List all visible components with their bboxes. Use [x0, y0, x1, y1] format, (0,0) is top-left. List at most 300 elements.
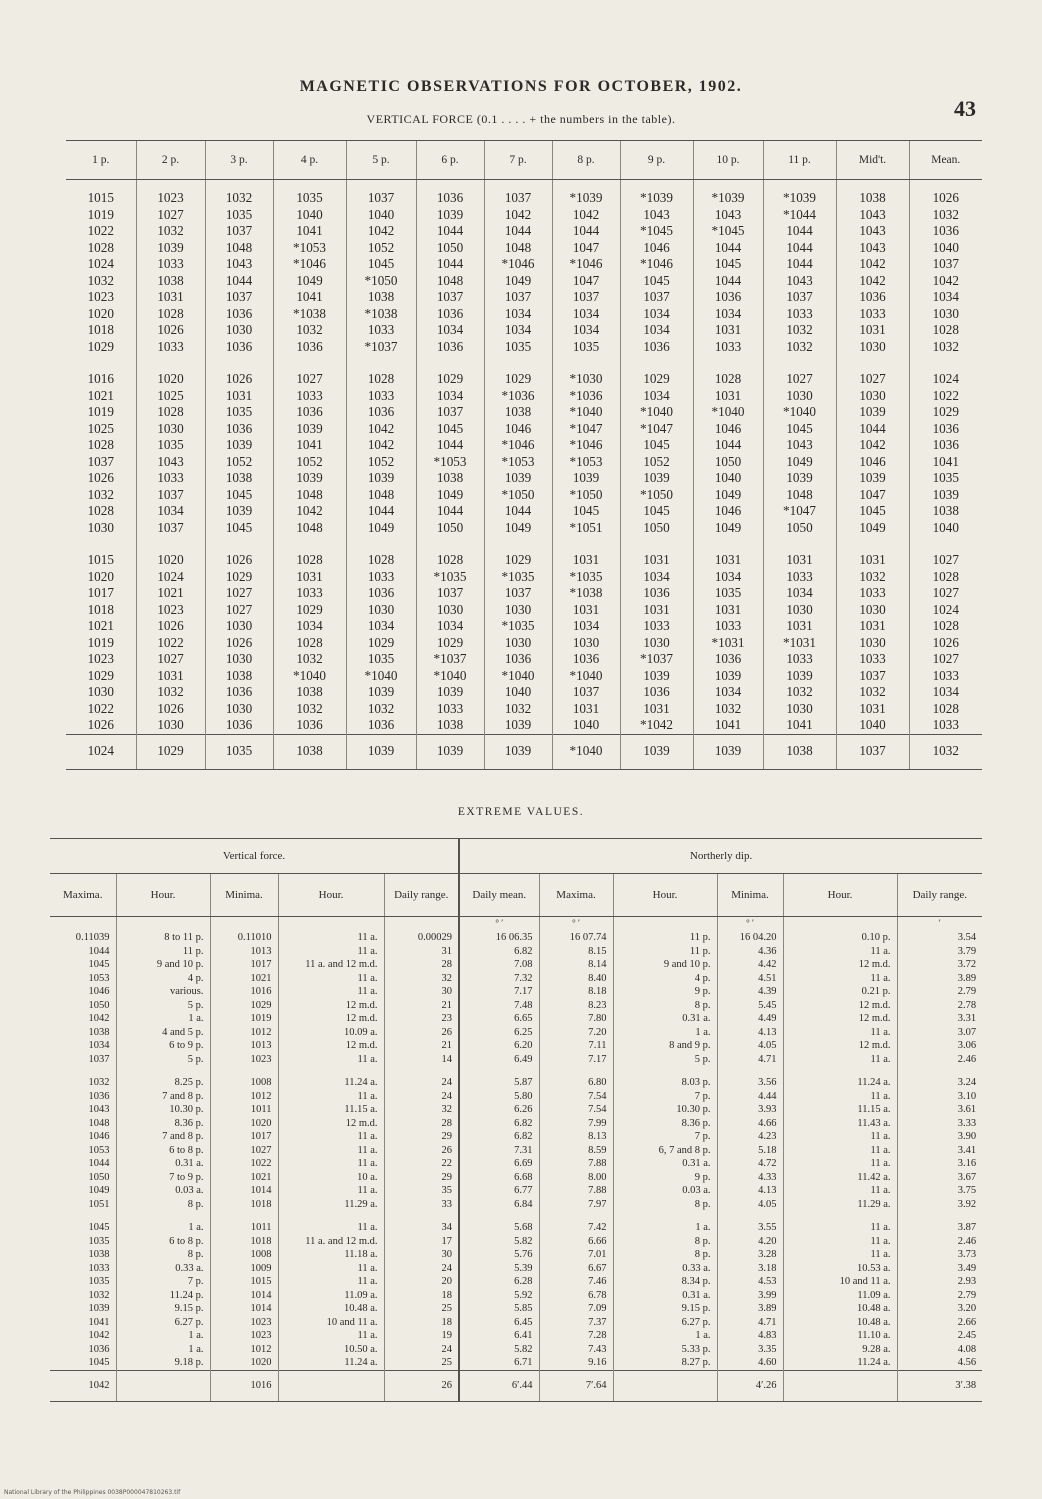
table-cell: 1039	[346, 684, 416, 701]
table-cell: 1041	[909, 454, 982, 471]
table-cell: 1035	[205, 207, 273, 224]
table-cell: 1047	[836, 487, 909, 504]
table-cell: 1050	[620, 520, 693, 537]
table-cell: 7.48	[459, 999, 539, 1013]
table-cell: 1035	[552, 339, 620, 356]
spacer-cell	[459, 1066, 539, 1076]
table-cell: 5 p.	[116, 1053, 210, 1067]
table-cell: 28	[384, 1117, 459, 1131]
table-cell: 1 a.	[116, 1343, 210, 1357]
table-cell: 6.67	[539, 1262, 613, 1276]
table-cell: 1030	[136, 717, 205, 734]
table-row	[50, 931, 982, 945]
table-cell: *1035	[484, 618, 552, 635]
table-cell: 11 a.	[783, 972, 897, 986]
table-cell: *1053	[273, 240, 346, 257]
column-header: Daily range.	[897, 874, 982, 917]
table-cell: 1045	[620, 503, 693, 520]
table-cell: 3.49	[897, 1262, 982, 1276]
table-cell: 11 a.	[278, 1090, 384, 1104]
table-cell: 1030	[346, 602, 416, 619]
unit-cell	[783, 917, 897, 932]
table-cell: 10.30 p.	[613, 1103, 717, 1117]
table-cell: 5.18	[717, 1144, 783, 1158]
summary-cell	[613, 1370, 717, 1401]
column-header: 4 p.	[273, 141, 346, 180]
table-cell: 12 m.d.	[278, 999, 384, 1013]
table-cell: 1037	[346, 190, 416, 207]
table-cell: 1045	[763, 421, 836, 438]
table-cell: 11 a.	[278, 1144, 384, 1158]
table-cell: 11 a.	[278, 972, 384, 986]
table-cell: 2.66	[897, 1316, 982, 1330]
spacer-cell	[66, 536, 136, 552]
table-cell: 1035	[484, 339, 552, 356]
table-cell: 1031	[693, 388, 763, 405]
table-cell: 11.18 a.	[278, 1248, 384, 1262]
table-cell: 1044	[484, 223, 552, 240]
table-cell: 1029	[620, 371, 693, 388]
table-cell: 1045	[346, 256, 416, 273]
table-cell: 1028	[87, 239, 114, 255]
mean-cell: 1029	[136, 734, 205, 769]
table-row	[66, 190, 982, 207]
table-cell: 1037	[136, 520, 205, 537]
table-cell: 11.24 a.	[783, 1076, 897, 1090]
spacer-cell	[763, 355, 836, 371]
table-cell: 8 p.	[613, 1235, 717, 1249]
table-cell: 1036	[416, 306, 484, 323]
table-cell: 1039	[836, 470, 909, 487]
table-cell: 3.10	[897, 1090, 982, 1104]
unit-cell: ° ′	[539, 917, 613, 932]
table-cell: 1028	[346, 552, 416, 569]
table-cell: 1024	[909, 602, 982, 619]
spacer-cell	[552, 536, 620, 552]
table-cell: 8.00	[539, 1171, 613, 1185]
table-cell: 6 to 8 p.	[116, 1235, 210, 1249]
table-cell: 1032	[205, 190, 273, 207]
table-cell: 6.68	[459, 1171, 539, 1185]
spacer-cell	[50, 1066, 116, 1076]
table-cell: 1039	[552, 470, 620, 487]
column-header: 2 p.	[136, 141, 205, 180]
table-cell: 6.20	[459, 1039, 539, 1053]
table-cell: 1023	[87, 289, 114, 304]
column-header: 7 p.	[484, 141, 552, 180]
table-cell: 1045	[88, 959, 110, 970]
table-cell: 1037	[620, 289, 693, 306]
table-cell: 20	[384, 1275, 459, 1289]
table-cell: 1031	[763, 552, 836, 569]
table-row	[66, 421, 982, 438]
table-cell: 1050	[416, 240, 484, 257]
table-cell: 1038	[88, 1026, 110, 1038]
table-cell: 1020	[87, 305, 114, 321]
table-cell: 11 a.	[278, 1275, 384, 1289]
table-cell: 1030	[763, 388, 836, 405]
table-cell: 1034	[346, 618, 416, 635]
table-cell: 1032	[87, 486, 114, 502]
table-cell: 1045	[88, 1222, 110, 1233]
table-cell: 4.36	[717, 945, 783, 959]
spacer-cell	[136, 536, 205, 552]
table-cell: 1031	[136, 668, 205, 685]
table-cell: 1031	[836, 618, 909, 635]
table-cell: 1030	[836, 339, 909, 356]
table-cell: 1045	[693, 256, 763, 273]
table-cell: 1021	[210, 972, 278, 986]
table-cell: 0.00029	[384, 931, 459, 945]
table-cell: 2.45	[897, 1329, 982, 1343]
table-cell: 1013	[210, 945, 278, 959]
table-cell: 3.56	[717, 1076, 783, 1090]
column-header: Hour.	[278, 874, 384, 917]
table-cell: 1039	[484, 717, 552, 734]
table-cell: 1030	[87, 519, 114, 535]
table-cell: 1049	[484, 520, 552, 537]
table-cell: 1026	[136, 322, 205, 339]
unit-cell: ′	[897, 917, 982, 932]
table-cell: 1033	[763, 651, 836, 668]
table-cell: 1026	[205, 371, 273, 388]
table-cell: 1045	[620, 273, 693, 290]
table-cell: 11.15 a.	[783, 1103, 897, 1117]
northerly-dip-header: Northerly dip.	[459, 839, 982, 874]
table-cell: 6 to 9 p.	[116, 1039, 210, 1053]
spacer-cell	[620, 180, 693, 191]
table-cell: 1043	[763, 437, 836, 454]
summary-cell: 1042	[50, 1370, 116, 1401]
table-cell: *1050	[484, 487, 552, 504]
table-cell: 1030	[484, 635, 552, 652]
table-cell: 4.44	[717, 1090, 783, 1104]
table-cell: 1030	[836, 388, 909, 405]
table-cell: 1036	[205, 306, 273, 323]
table-cell: 1030	[205, 701, 273, 718]
table-cell: 1039	[484, 470, 552, 487]
table-cell: 1034	[620, 322, 693, 339]
spacer-cell	[116, 1211, 210, 1221]
table-cell: 1033	[693, 618, 763, 635]
table-cell: 23	[384, 1012, 459, 1026]
table-cell: 12 m.d.	[783, 958, 897, 972]
table-cell: 1031	[620, 701, 693, 718]
table-cell: 1033	[763, 306, 836, 323]
table-cell: 1043	[693, 207, 763, 224]
table-cell: *1051	[552, 520, 620, 537]
table-cell: 1034	[416, 322, 484, 339]
spacer-cell	[836, 180, 909, 191]
table-cell: 6.66	[539, 1235, 613, 1249]
table-row	[66, 289, 982, 306]
spacer-cell	[459, 1211, 539, 1221]
table-cell: 1032	[88, 1289, 110, 1301]
table-cell: 10.30 p.	[116, 1103, 210, 1117]
table-cell: *1050	[620, 487, 693, 504]
table-cell: 1034	[620, 306, 693, 323]
table-cell: 1025	[87, 420, 114, 436]
table-cell: 0.33 a.	[116, 1262, 210, 1276]
table-cell: 1036	[205, 717, 273, 734]
table-cell: 1051	[88, 1198, 110, 1210]
spacer-cell	[484, 355, 552, 371]
table-cell: 1049	[273, 273, 346, 290]
table-cell: 9.18 p.	[116, 1356, 210, 1370]
table-row	[50, 1275, 982, 1289]
table-cell: 1027	[205, 585, 273, 602]
table-cell: 1052	[273, 454, 346, 471]
spacer-cell	[346, 180, 416, 191]
unit-cell	[116, 917, 210, 932]
table-cell: 1045	[836, 503, 909, 520]
table-cell: 1038	[484, 404, 552, 421]
mean-cell: 1037	[836, 734, 909, 769]
table-cell: 0.11039	[75, 932, 110, 943]
table-cell: 1033	[416, 701, 484, 718]
table-cell: 7.99	[539, 1117, 613, 1131]
table-subtitle: VERTICAL FORCE (0.1 . . . . + the numbers in the table).	[366, 112, 676, 126]
unit-cell	[50, 917, 116, 932]
table-cell: 1023	[136, 190, 205, 207]
table-cell: 1047	[552, 273, 620, 290]
table-cell: 1029	[416, 371, 484, 388]
spacer-cell	[416, 180, 484, 191]
table-cell: 1043	[136, 454, 205, 471]
mean-cell: 1038	[273, 734, 346, 769]
table-cell: 1037	[416, 404, 484, 421]
table-cell: 1032	[88, 1077, 110, 1088]
table-cell: 1011	[210, 1103, 278, 1117]
table-cell: 1043	[620, 207, 693, 224]
table-cell: 1036	[205, 684, 273, 701]
table-cell: 3.55	[717, 1221, 783, 1235]
table-cell: 1020	[136, 552, 205, 569]
table-cell: 2.79	[897, 1289, 982, 1303]
table-cell: *1039	[620, 190, 693, 207]
table-cell: *1040	[484, 668, 552, 685]
table-cell: 1027	[205, 602, 273, 619]
table-row	[66, 487, 982, 504]
table-row	[50, 1262, 982, 1276]
table-cell: 11.09 a.	[783, 1289, 897, 1303]
spacer-cell	[909, 180, 982, 191]
table-cell: 4 and 5 p.	[116, 1026, 210, 1040]
table-cell: 6.77	[459, 1184, 539, 1198]
table-cell: 1050	[88, 999, 110, 1011]
table-cell: 1017	[210, 958, 278, 972]
table-cell: 3.35	[717, 1343, 783, 1357]
summary-cell	[278, 1370, 384, 1401]
table-cell: 1034	[484, 322, 552, 339]
table-cell: 1052	[346, 454, 416, 471]
table-cell: 1027	[836, 371, 909, 388]
table-cell: 1039	[620, 470, 693, 487]
table-cell: 1038	[909, 503, 982, 520]
table-cell: 4.56	[897, 1356, 982, 1370]
table-cell: 10 and 11 a.	[278, 1316, 384, 1330]
table-cell: 1050	[88, 1171, 110, 1183]
page-number: 43	[954, 96, 976, 121]
table-cell: 9 and 10 p.	[116, 958, 210, 972]
table-row	[66, 520, 982, 537]
table-cell: 5.82	[459, 1343, 539, 1357]
table-cell: 6.25	[459, 1026, 539, 1040]
table-cell: 1050	[416, 520, 484, 537]
table-cell: 1049	[416, 487, 484, 504]
table-cell: *1053	[484, 454, 552, 471]
table-cell: 1018	[87, 601, 114, 617]
table-cell: 1034	[273, 618, 346, 635]
table-cell: 1026	[136, 701, 205, 718]
table-cell: 1029	[210, 999, 278, 1013]
table-cell: 1049	[693, 487, 763, 504]
table-row	[66, 602, 982, 619]
table-row	[66, 668, 982, 685]
table-cell: 1034	[416, 388, 484, 405]
table-cell: 1037	[205, 223, 273, 240]
table-cell: 5.76	[459, 1248, 539, 1262]
table-cell: 8.36 p.	[613, 1117, 717, 1131]
table-cell: 1033	[693, 339, 763, 356]
table-cell: 11 a. and 12 m.d.	[278, 1235, 384, 1249]
table-cell: 1025	[136, 388, 205, 405]
table-cell: 1037	[416, 585, 484, 602]
table-cell: 1033	[346, 569, 416, 586]
table-cell: 1031	[205, 388, 273, 405]
column-header: Daily range.	[384, 874, 459, 917]
spacer-cell	[763, 180, 836, 191]
table-cell: 1018	[87, 322, 114, 337]
column-header: Maxima.	[50, 874, 116, 917]
table-cell: 3.54	[897, 931, 982, 945]
table-cell: 1008	[210, 1248, 278, 1262]
spacer-cell	[273, 536, 346, 552]
table-cell: 1029	[87, 667, 114, 683]
table-cell: 11 a.	[278, 931, 384, 945]
column-header: Mid't.	[836, 141, 909, 180]
table-cell: 1033	[763, 569, 836, 586]
table-row	[66, 306, 982, 323]
table-cell: 4 p.	[613, 972, 717, 986]
table-cell: 1015	[87, 552, 114, 567]
table-cell: 1020	[210, 1356, 278, 1370]
table-cell: 14	[384, 1053, 459, 1067]
table-cell: 1045	[205, 487, 273, 504]
table-cell: 1024	[136, 569, 205, 586]
table-cell: 1044	[763, 223, 836, 240]
table-cell: 1026	[87, 470, 114, 485]
table-row	[50, 1248, 982, 1262]
table-cell: 1028	[909, 322, 982, 339]
table-cell: 12 m.d.	[278, 1117, 384, 1131]
table-cell: 0.03 a.	[613, 1184, 717, 1198]
table-cell: 1032	[763, 339, 836, 356]
table-cell: 19	[384, 1329, 459, 1343]
table-cell: 1036	[416, 190, 484, 207]
table-cell: 1035	[693, 585, 763, 602]
table-row	[66, 552, 982, 569]
table-cell: 1027	[136, 651, 205, 668]
table-cell: 1027	[273, 371, 346, 388]
table-cell: 26	[384, 1144, 459, 1158]
table-cell: 3.33	[897, 1117, 982, 1131]
table-cell: 1039	[273, 470, 346, 487]
table-cell: 1033	[909, 668, 982, 685]
table-cell: 1011	[210, 1221, 278, 1235]
table-cell: 22	[384, 1157, 459, 1171]
mean-cell: 1032	[909, 734, 982, 769]
monthly-mean-row	[66, 734, 982, 769]
table-cell: 1026	[136, 618, 205, 635]
table-cell: *1040	[763, 404, 836, 421]
spacer-cell	[346, 355, 416, 371]
spacer-cell	[273, 355, 346, 371]
table-cell: 18	[384, 1316, 459, 1330]
table-cell: 0.10 p.	[783, 931, 897, 945]
spacer-cell	[620, 355, 693, 371]
table-cell: 1038	[416, 470, 484, 487]
table-cell: 1043	[836, 240, 909, 257]
table-cell: 3.67	[897, 1171, 982, 1185]
table-cell: 1033	[836, 585, 909, 602]
table-cell: 1033	[346, 388, 416, 405]
table-cell: 1053	[88, 972, 110, 984]
table-cell: 1034	[136, 503, 205, 520]
table-cell: 7 and 8 p.	[116, 1130, 210, 1144]
table-cell: *1036	[552, 388, 620, 405]
table-cell: 1044	[693, 273, 763, 290]
table-cell: 1024	[87, 256, 114, 271]
table-cell: 8.03 p.	[613, 1076, 717, 1090]
table-cell: *1050	[346, 273, 416, 290]
table-cell: 1034	[552, 306, 620, 323]
table-cell: 1037	[205, 289, 273, 306]
mean-cell: 1039	[416, 734, 484, 769]
table-cell: 8.13	[539, 1130, 613, 1144]
table-cell: 1023	[210, 1053, 278, 1067]
table-cell: 10.48 a.	[278, 1302, 384, 1316]
table-cell: 4.33	[717, 1171, 783, 1185]
table-cell: 1039	[346, 470, 416, 487]
table-cell: 1018	[210, 1198, 278, 1212]
table-cell: 11.29 a.	[278, 1198, 384, 1212]
table-cell: 11 p.	[613, 931, 717, 945]
table-cell: 1012	[210, 1090, 278, 1104]
table-cell: *1046	[552, 256, 620, 273]
table-cell: 1045	[205, 520, 273, 537]
table-cell: 8.15	[539, 945, 613, 959]
unit-cell	[278, 917, 384, 932]
table-cell: *1045	[693, 223, 763, 240]
table-cell: *1038	[346, 306, 416, 323]
table-cell: 1022	[87, 700, 114, 716]
spacer-cell	[66, 180, 136, 191]
extreme-values-table	[50, 838, 982, 1402]
table-cell: 3.75	[897, 1184, 982, 1198]
table-cell: 6.28	[459, 1275, 539, 1289]
table-row	[50, 945, 982, 959]
table-cell: *1039	[763, 190, 836, 207]
spacer-cell	[909, 355, 982, 371]
table-cell: 11.43 a.	[783, 1117, 897, 1131]
table-cell: 1018	[210, 1235, 278, 1249]
table-cell: *1037	[620, 651, 693, 668]
table-cell: *1047	[763, 503, 836, 520]
table-cell: 1037	[552, 289, 620, 306]
table-cell: 8 p.	[613, 999, 717, 1013]
table-cell: 29	[384, 1171, 459, 1185]
